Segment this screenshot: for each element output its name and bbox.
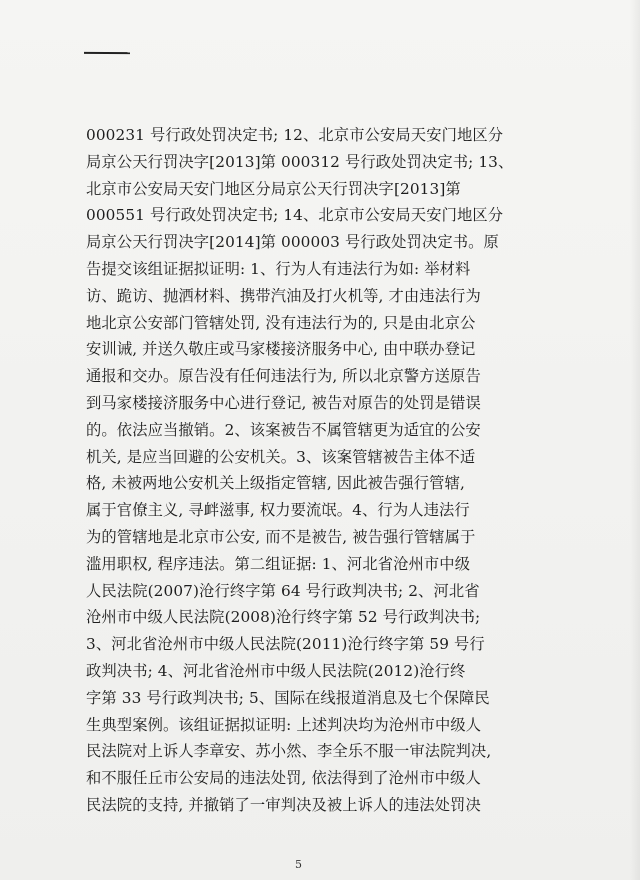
text-line: 安训诫, 并送久敬庄或马家楼接济服务中心, 由中联办登记 — [86, 340, 476, 359]
text-line: 000231 号行政处罚决定书; 12、北京市公安局天安门地区分 — [86, 126, 504, 144]
text-line: 滥用职权, 程序违法。第二组证据: 1、河北省沧州市中级 — [86, 554, 471, 573]
text-line: 地北京公安部门管辖处罚, 没有违法行为的, 只是由北京公 — [86, 313, 476, 332]
page-edge-shadow — [630, 0, 640, 880]
text-line: 局京公天行罚决字[2013]第 000312 号行政处罚决定书; 13、 — [86, 152, 514, 171]
text-line: 生典型案例。该组证据拟证明: 上述判决均为沧州市中级人 — [86, 715, 482, 734]
text-line: 属于官僚主义, 寻衅滋事, 权力要流氓。4、行为人违法行 — [86, 501, 470, 520]
text-line: 通报和交办。原告没有任何违法行为, 所以北京警方送原告 — [86, 367, 481, 386]
text-line: 民法院对上诉人李章安、苏小然、李全乐不服一审法院判决, — [86, 742, 492, 761]
text-line: 的。依法应当撤销。2、该案被告不属管辖更为适宜的公安 — [86, 420, 481, 439]
text-line: 000551 号行政处罚决定书; 14、北京市公安局天安门地区分 — [86, 206, 504, 225]
text-line: 政判决书; 4、河北省沧州市中级人民法院(2012)沧行终 — [86, 661, 466, 680]
text-line: 人民法院(2007)沧行终字第 64 号行政判决书; 2、河北省 — [86, 581, 480, 600]
text-line: 格, 未被两地公安机关上级指定管辖, 因此被告强行管辖, — [86, 474, 465, 493]
text-line: 北京市公安局天安门地区分局京公天行罚决字[2013]第 — [86, 179, 461, 198]
text-line: 局京公天行罚决字[2014]第 000003 号行政处罚决定书。原 — [86, 233, 499, 252]
text-line: 民法院的支持, 并撤销了一审判决及被上诉人的违法处罚决 — [86, 795, 481, 814]
text-line: 沧州市中级人民法院(2008)沧行终字第 52 号行政判决书; — [86, 608, 481, 627]
text-line: 和不服任丘市公安局的违法处罚, 依法得到了沧州市中级人 — [86, 769, 481, 788]
header-rule — [84, 52, 130, 54]
text-line: 到马家楼接济服务中心进行登记, 被告对原告的处罚是错误 — [86, 393, 481, 412]
text-line: 访、跪访、抛洒材料、携带汽油及打火机等, 才由违法行为 — [86, 286, 481, 305]
page-number: 5 — [295, 858, 302, 871]
text-line: 字第 33 号行政判决书; 5、国际在线报道消息及七个保障民 — [86, 688, 490, 707]
text-line: 3、河北省沧州市中级人民法院(2011)沧行终字第 59 号行 — [86, 635, 485, 654]
text-line: 机关, 是应当回避的公安机关。3、该案管辖被告主体不适 — [86, 447, 476, 466]
text-line: 告提交该组证据拟证明: 1、行为人有违法行为如: 举材料 — [86, 259, 471, 278]
body-text — [86, 122, 536, 819]
text-line: 为的管辖地是北京市公安, 而不是被告, 被告强行管辖属于 — [86, 527, 476, 546]
